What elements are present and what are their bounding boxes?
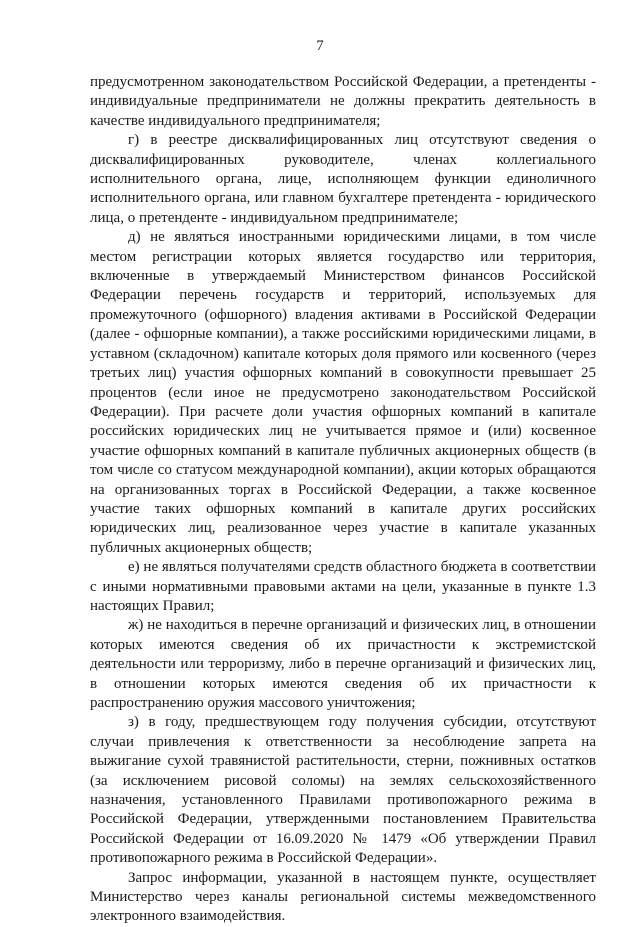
paragraph-item-g: г) в реестре дисквалифицированных лиц отсутствуют сведения о дисквалифицированных руководителе, членах коллегиального исполнительного органа, лице, исполняющем функции единоличного исполнительного органа, или главном бухгалтере претендента - юридического лица, о претенденте - индивидуальном предпринимателе;: [90, 132, 596, 226]
paragraph-item-e: е) не являться получателями средств областного бюджета в соответствии с иными нормативными правовыми актами на цели, указанные в пункте 1.3 настоящих Правил;: [90, 559, 596, 614]
document-body: [90, 73, 596, 927]
paragraph-continuation: предусмотренном законодательством Российской Федерации, а претенденты - индивидуальные предприниматели не должны прекратить деятельность в качестве индивидуального предпринимателя;: [90, 74, 596, 129]
paragraph-information-request: Запрос информации, указанной в настоящем пункте, осуществляет Министерство через каналы региональной системы межведомственного электронного взаимодействия.: [90, 869, 596, 925]
paragraph-item-d: д) не являться иностранными юридическими лицами, в том числе местом регистрации которых является государство или территория, включенные в утверждаемый Министерством финансов Российской Федерации перечень государств и территорий, используемых для промежуточного (офшорного) владения активами в Российской Федерации (далее - офшорные компании), а также российскими юридическими лицами, в уставном (складочном) капитале которых доля прямого или косвенного (через третьих лиц) участия офшорных компаний в совокупности превышает 25 процентов (если иное не предусмотрено законодательством Российской Федерации). При расчете доли участия офшорных компаний в капитале российских юридических лиц не учитывается прямое и (или) косвенное участие офшорных компаний в капитале публичных акционерных обществ (в том числе со статусом международной компании), акции которых обращаются на организованных торгах в Российской Федерации, а также косвенное участие таких офшорных компаний в капитале других российских юридических лиц, реализованное через участие в капитале указанных публичных акционерных обществ;: [90, 229, 596, 556]
page-number: 7: [316, 38, 324, 54]
paragraph-item-z: з) в году, предшествующем году получения субсидии, отсутствуют случаи привлечения к ответственности за несоблюдение запрета на выжигание сухой травянистой растительности, стерни, пожнивных остатков (за исключением рисовой соломы) на землях сельскохозяйственного назначения, установленного Правилами противопожарного режима в Российской Федерации, утвержденными постановлением Правительства Российской Федерации от 16.09.2020 № 1479 «Об утверждении Правил противопожарного режима в Российской Федерации».: [90, 714, 596, 867]
paragraph-item-zh: ж) не находиться в перечне организаций и физических лиц, в отношении которых имеются сведения об их причастности к экстремистской деятельности или терроризму, либо в перечне организаций и физических лиц, в отношении которых имеются сведения об их причастности к распространению оружия массового уничтожения;: [90, 617, 596, 711]
